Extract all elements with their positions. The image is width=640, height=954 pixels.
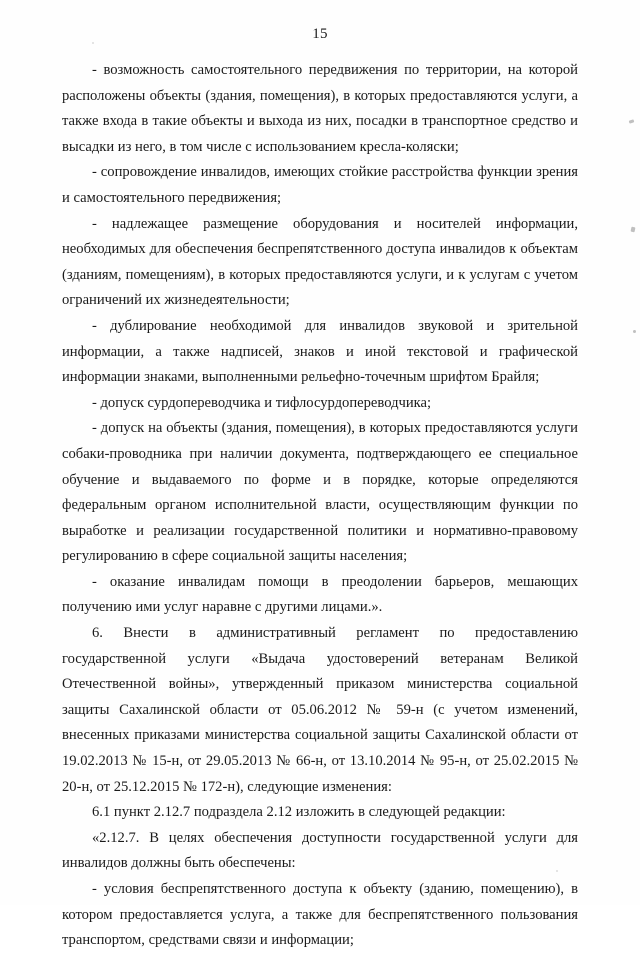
- document-body: [62, 58, 578, 954]
- scan-artifact: [629, 119, 635, 123]
- paragraph: - надлежащее размещение оборудования и носителей информации, необходимых для обеспечения беспрепятственного доступа инвалидов к объектам (зданиям, помещениям), в которых предоставляются услуги, и к услугам с учетом ограничений их жизнедеятельности;: [62, 215, 578, 309]
- paragraph: 6. Внести в административный регламент по предоставлению государственной услуги «Выдача удостоверений ветеранам Великой Отечественной войны», утвержденный приказом министерства социальной защиты Сахалинской области от 05.06.2012 № 59-н (с учетом изменений, внесенных приказами министерства социальной защиты Сахалинской области от 19.02.2013 № 15-н, от 29.05.2013 № 66-н, от 13.10.2014 № 95-н, от 25.02.2015 № 20-н, от 25.12.2015 № 172-н), следующие изменения:: [62, 625, 578, 795]
- scan-artifact: [631, 227, 636, 233]
- paragraph: - сопровождение инвалидов, имеющих стойкие расстройства функции зрения и самостоятельного передвижения;: [62, 164, 578, 206]
- paragraph: - возможность самостоятельного передвижения по территории, на которой расположены объекты (здания, помещения), в которых предоставляются услуги, а также входа в такие объекты и выхода из них, посадки в транспортное средство и высадки из него, в том числе с использованием кресла-коляски;: [62, 62, 578, 155]
- paragraph: 6.1 пункт 2.12.7 подраздела 2.12 изложить в следующей редакции:: [92, 804, 506, 821]
- scan-artifact: [633, 330, 636, 333]
- paragraph: - допуск сурдопереводчика и тифлосурдопереводчика;: [92, 394, 432, 411]
- page-number: 15: [312, 26, 328, 42]
- paragraph: - условия беспрепятственного доступа к объекту (зданию, помещению), в котором предоставляется услуга, а также для беспрепятственного пользования транспортом, средствами связи и информации;: [62, 881, 578, 949]
- paragraph: - допуск на объекты (здания, помещения), в которых предоставляются услуги собаки-проводника при наличии документа, подтверждающего ее специальное обучение и выдаваемого по форме и в порядке, которые определяются федеральным органом исполнительной власти, осуществляющим функции по выработке и реализации государственной политики и нормативно-правовому регулированию в сфере социальной защиты населения;: [62, 420, 578, 565]
- paragraph: - оказание инвалидам помощи в преодолении барьеров, мешающих получению ими услуг наравне с другими лицами.».: [62, 573, 578, 616]
- paragraph: - дублирование необходимой для инвалидов звуковой и зрительной информации, а также надписей, знаков и иной текстовой и графической информации знаками, выполненными рельефно-точечным шрифтом Брайля;: [62, 317, 578, 386]
- paragraph: «2.12.7. В целях обеспечения доступности государственной услуги для инвалидов должны быть обеспечены:: [62, 829, 578, 872]
- scan-speck: [556, 870, 558, 872]
- scan-speck: [92, 42, 94, 44]
